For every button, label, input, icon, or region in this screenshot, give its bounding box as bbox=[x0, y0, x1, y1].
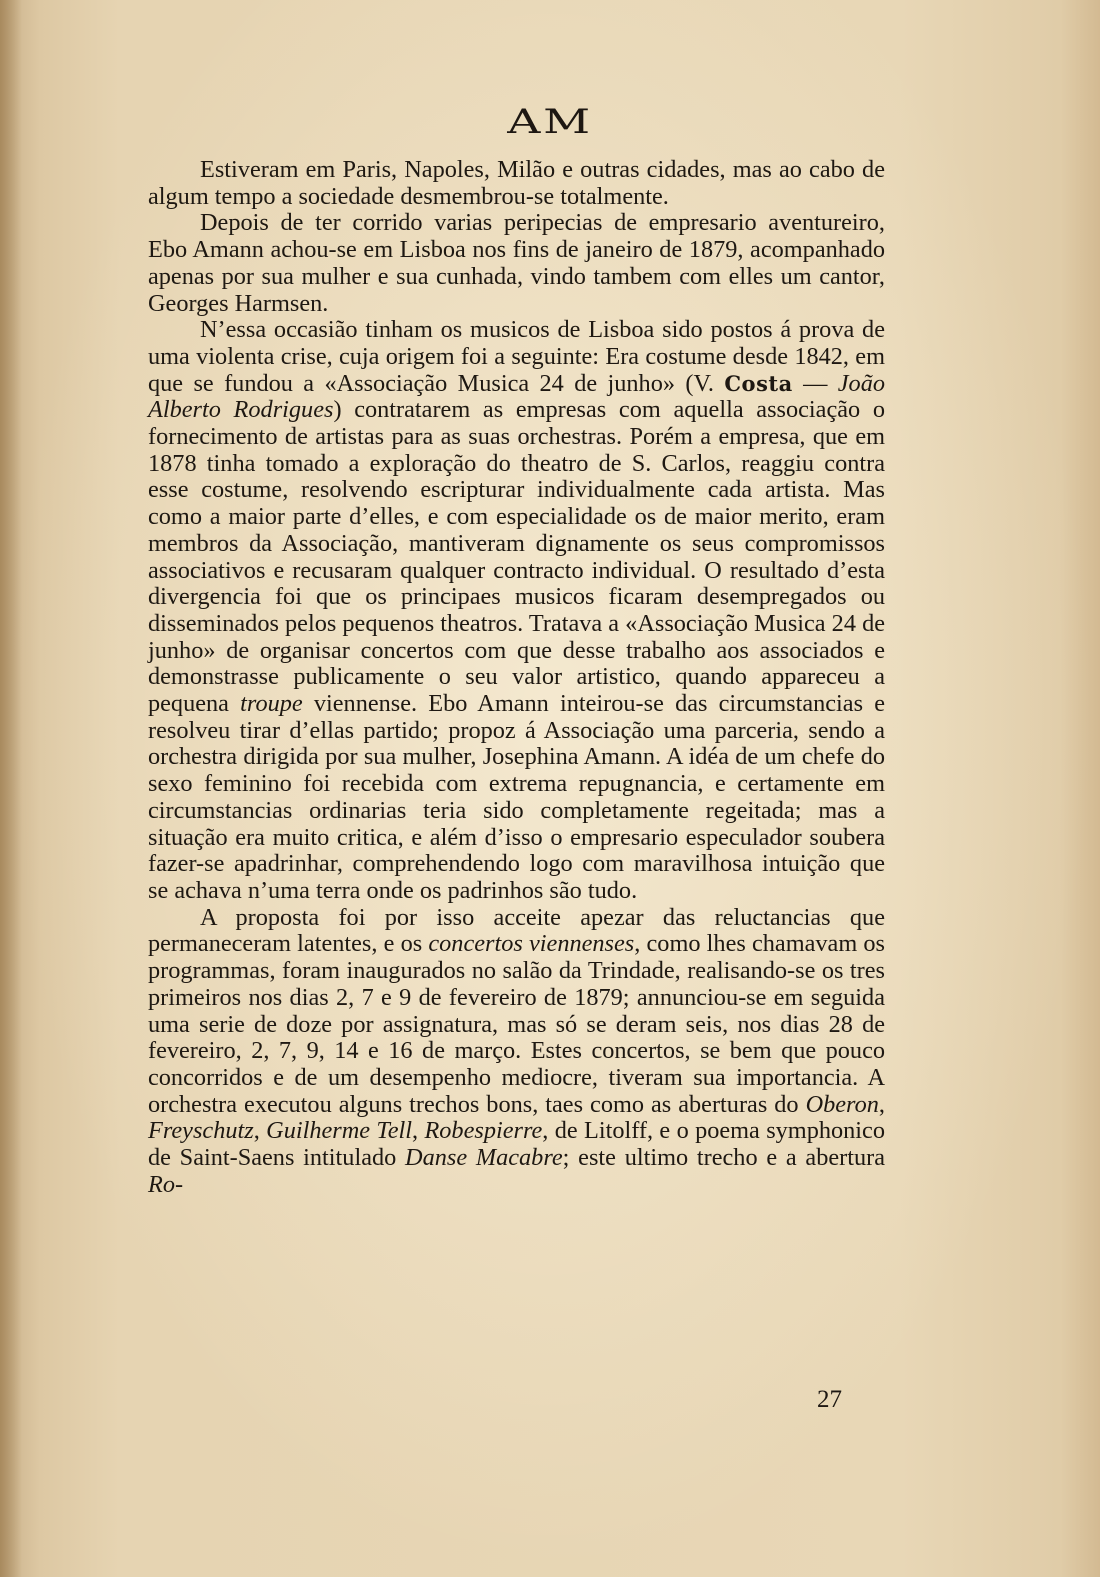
main-text bbox=[148, 157, 885, 1198]
p3-text-3: viennense. Ebo Amann inteirou-se das circumstancias e resolveu tirar d’ellas partido; propoz á Associação uma parceria, sendo a orchestra dirigida por sua mulher, Josephina Amann. A idéa de um chefe do sexo feminino foi recebida com extrema repugnancia, e certamente em circumstancias ordinarias teria sido completamente regeitada; mas a situação era muito critica, e além d’isso o empresario especulador soubera fazer-se apadrinhar, comprehendendo logo com maravilhosa intuição que se achava n’uma terra onde os padrinhos são tudo. bbox=[148, 690, 885, 904]
p4-text-2: , como lhes chamavam os programmas, foram inaugurados no salão da Trindade, realisando-se os tres primeiros nos dias 2, 7 e 9 de fevereiro de 1879; annunciou-se em seguida uma serie de doze por assignatura, mas só se deram seis, nos dias 28 de fevereiro, 2, 7, 9, 14 e 16 de março. Estes concertos, se bem que pouco concorridos e de um desempenho mediocre, tiveram sua importancia. A orchestra executou alguns trechos bons, taes como as aberturas do bbox=[148, 930, 886, 1118]
p4-text-1: A proposta foi por isso acceite apezar das reluctancias que permaneceram latentes, e os bbox=[148, 903, 885, 958]
italic-ro: Ro- bbox=[148, 1170, 184, 1198]
cross-reference-joao-alberto-rodrigues: João Alberto Rodrigues bbox=[148, 369, 885, 424]
italic-oberon: Oberon bbox=[805, 1090, 879, 1118]
p4-text-3: , de Litolff, e o poema symphonico de Saint-Saens intitulado bbox=[148, 1117, 885, 1172]
p4-sep-1: , bbox=[878, 1090, 885, 1118]
binding-shadow bbox=[0, 0, 22, 1577]
paragraph-3 bbox=[148, 317, 885, 904]
paragraph-2: Depois de ter corrido varias peripecias de empresario aventureiro, Ebo Amann achou-se em Lisboa nos fins de janeiro de 1879, acompanhado apenas por sua mulher e sua cunhada, vindo tambem com elles um cantor, Georges Harmsen. bbox=[148, 209, 885, 317]
italic-danse-macabre: Danse Macabre bbox=[405, 1144, 563, 1172]
italic-guilherme-tell: Guilherme Tell bbox=[266, 1117, 412, 1145]
p3-text-1: N’essa occasião tinham os musicos de Lisboa sido postos á prova de uma violenta crise, cuja origem foi a seguinte: Era costume desde 1842, em que se fundou a «Associação Musica 24 de junho» (V. bbox=[148, 316, 885, 397]
italic-concertos-viennenses: concertos viennenses bbox=[428, 930, 635, 958]
signature-mark: 27 bbox=[817, 1386, 842, 1413]
running-title: AM bbox=[507, 102, 593, 142]
cross-reference-costa: Costa bbox=[724, 370, 793, 396]
italic-robespierre: Robespierre bbox=[424, 1117, 543, 1145]
paragraph-1: Estiveram em Paris, Napoles, Milão e outras cidades, mas ao cabo de algum tempo a sociedade desmembrou-se totalmente. bbox=[148, 156, 885, 210]
p4-sep-2: , bbox=[253, 1117, 267, 1145]
p4-text-4: ; este ultimo trecho e a abertura bbox=[562, 1144, 885, 1172]
italic-troupe: troupe bbox=[240, 690, 303, 718]
paragraph-4 bbox=[148, 905, 885, 1199]
p3-dash: — bbox=[792, 369, 838, 397]
p4-sep-3: , bbox=[412, 1117, 425, 1145]
p3-text-2: ) contratarem as empresas com aquella associação o fornecimento de artistas para as suas orchestras. Porém a empresa, que em 1878 tinha tomado a exploração do theatro de S. Carlos, reaggiu contra esse costume, resolvendo escripturar individualmente cada artista. Mas como a maior parte d’elles, e com especialidade os de maior merito, eram membros da Associação, mantiveram dignamente os seus compromissos associativos e recusaram qualquer contracto individual. O resultado d’esta divergencia foi que os principaes musicos ficaram desempregados ou disseminados pelos pequenos theatros. Tratava a «Associação Musica 24 de junho» de organisar concertos com que desse trabalho aos associados e demonstrasse publicamente o seu valor artistico, quando appareceu a pequena bbox=[148, 396, 885, 718]
italic-freyschutz: Freyschutz bbox=[148, 1117, 254, 1145]
